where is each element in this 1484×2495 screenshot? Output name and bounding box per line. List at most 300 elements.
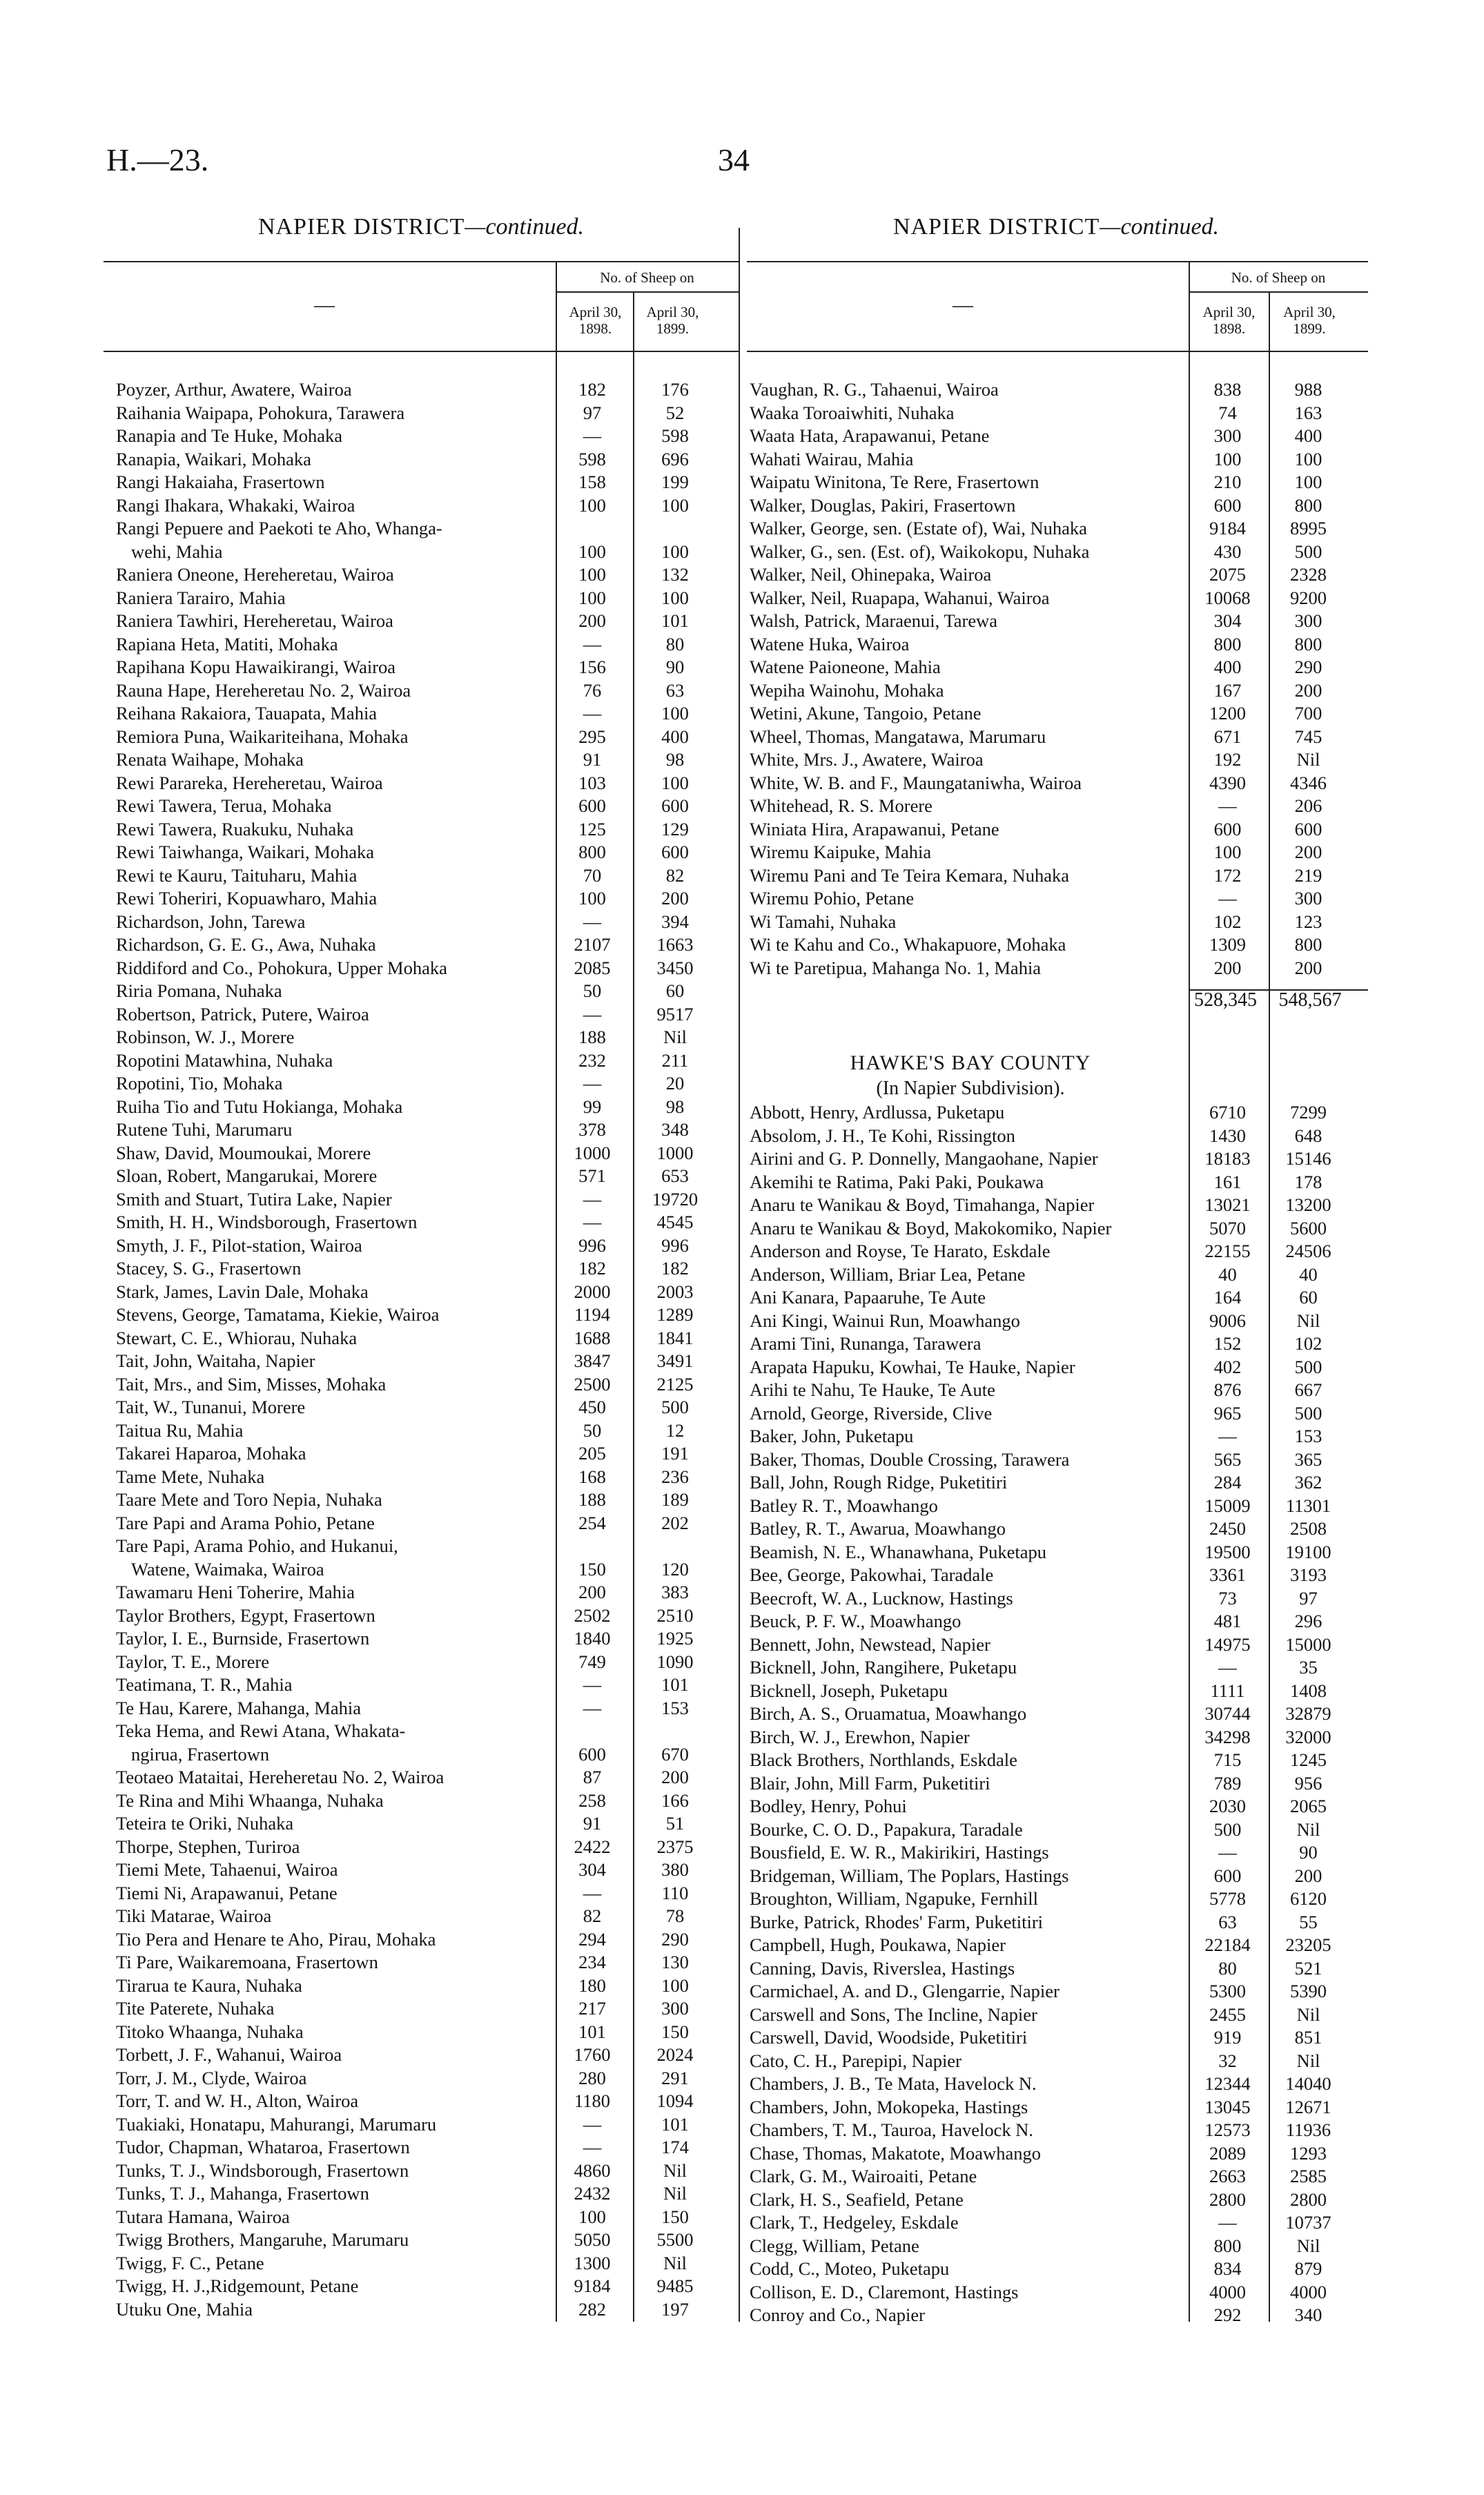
sheep-1899: 12	[665, 1419, 685, 1441]
right-header-col1: April 30, 1898.	[1202, 304, 1256, 337]
entry-name: Twigg, F. C., Petane	[116, 2252, 264, 2273]
table-row	[116, 2182, 737, 2206]
table-row	[750, 1887, 1371, 1911]
table-row	[116, 1581, 737, 1604]
table-row	[750, 2235, 1371, 2258]
sheep-1899: 5500	[656, 2229, 694, 2250]
table-row	[116, 702, 737, 726]
sheep-1898: 100	[578, 541, 606, 562]
sheep-1899: 648	[1294, 1125, 1322, 1146]
sheep-1899: 101	[661, 1674, 689, 1695]
sheep-1899: 12671	[1285, 2096, 1331, 2117]
sheep-1899: Nil	[1296, 749, 1320, 770]
sheep-1899: 60	[665, 980, 685, 1001]
table-row	[750, 702, 1371, 726]
left-column-entries	[116, 378, 737, 2321]
entry-name: Taare Mete and Toro Nepia, Nuhaka	[116, 1489, 382, 1510]
entry-name: Tiki Matarae, Wairoa	[116, 1905, 272, 1926]
right-header-bottom-rule	[747, 351, 1368, 352]
entry-name: Tait, Mrs., and Sim, Misses, Mohaka	[116, 1373, 387, 1395]
sheep-1899: 521	[1294, 1957, 1322, 1979]
sheep-1899: 9517	[656, 1003, 694, 1025]
table-row	[750, 795, 1371, 818]
table-row	[116, 656, 737, 679]
right-title-suffix: —continued.	[1100, 214, 1220, 240]
sheep-1899: Nil	[1296, 1310, 1320, 1331]
sheep-1898: 152	[1213, 1333, 1242, 1354]
table-row	[750, 1517, 1371, 1541]
table-row	[750, 841, 1371, 864]
entry-name: Rapiana Heta, Matiti, Mohaka	[116, 633, 338, 654]
sheep-1899: 10737	[1285, 2212, 1331, 2233]
sheep-1898: —	[1218, 2212, 1237, 2233]
table-row	[750, 864, 1371, 888]
sheep-1898: 280	[578, 2067, 606, 2088]
sheep-1898: —	[583, 2137, 602, 2157]
sheep-1899: Nil	[1296, 2003, 1320, 2025]
table-row	[750, 656, 1371, 679]
sheep-1899: 340	[1294, 2304, 1322, 2325]
sheep-1898: 12573	[1204, 2119, 1251, 2140]
sheep-1898: 232	[578, 1049, 606, 1071]
entry-name: Torbett, J. F., Wahanui, Wairoa	[116, 2044, 342, 2065]
sheep-1899: 11301	[1285, 1495, 1331, 1516]
napier-district-rows	[750, 378, 1371, 980]
entry-name: Walker, Neil, Ohinepaka, Wairoa	[750, 564, 992, 585]
entry-name: Batley R. T., Moawhango	[750, 1495, 938, 1516]
entry-name: Wheel, Thomas, Mangatawa, Marumaru	[750, 726, 1046, 747]
sheep-1898: —	[583, 1188, 602, 1210]
section-spacer	[750, 1022, 1371, 1050]
table-row	[116, 2090, 737, 2113]
entry-name: Taylor Brothers, Egypt, Frasertown	[116, 1604, 375, 1626]
sheep-1898: 2030	[1209, 1796, 1246, 1816]
right-column-title	[745, 214, 1367, 240]
entry-name: Robertson, Patrick, Putere, Wairoa	[116, 1003, 369, 1025]
sheep-1898: 100	[578, 494, 606, 516]
sheep-1898: —	[1218, 1842, 1237, 1863]
county-subtitle: (In Napier Subdivision).	[876, 1078, 1065, 1099]
table-row	[750, 2119, 1371, 2142]
sheep-1898: 600	[578, 1743, 606, 1765]
entry-name: Tite Paterete, Nuhaka	[116, 1998, 275, 2019]
sheep-1899: 1293	[1290, 2142, 1327, 2164]
entry-name: Walker, George, sen. (Estate of), Wai, Nuhaka	[750, 518, 1087, 538]
sheep-1898: 19500	[1204, 1541, 1251, 1562]
table-row	[116, 2136, 737, 2159]
table-row	[116, 517, 737, 563]
entry-name: Wepiha Wainohu, Mohaka	[750, 679, 944, 701]
sheep-1898: 749	[578, 1651, 606, 1672]
sheep-1898: 188	[578, 1489, 606, 1510]
entry-name: White, W. B. and F., Maungataniwha, Wairoa	[750, 772, 1082, 793]
table-row	[116, 1003, 737, 1027]
sheep-1898: 91	[583, 749, 602, 770]
sheep-1898: 210	[1213, 472, 1242, 492]
entry-name: Tudor, Chapman, Whataroa, Frasertown	[116, 2137, 410, 2157]
sheep-1899: 80	[665, 633, 685, 654]
sheep-1899: 600	[661, 795, 689, 816]
table-row	[116, 2159, 737, 2183]
entry-name: Walker, G., sen. (Est. of), Waikokopu, Nuhaka	[750, 541, 1090, 562]
table-row	[750, 1587, 1371, 1611]
entry-name: Stewart, C. E., Whiorau, Nuhaka	[116, 1327, 358, 1348]
entry-name: Tait, W., Tunanui, Morere	[116, 1397, 306, 1417]
entry-name: Riria Pomana, Nuhaka	[116, 980, 282, 1001]
sheep-1899: 2328	[1290, 564, 1327, 585]
entry-name: Campbell, Hugh, Poukawa, Napier	[750, 1934, 1006, 1955]
sheep-1898: 13021	[1204, 1194, 1251, 1215]
table-row	[116, 1766, 737, 1789]
county-title: HAWKE'S BAY COUNTY	[850, 1051, 1091, 1074]
sheep-1898: 15009	[1204, 1495, 1251, 1516]
sheep-1898: 2455	[1209, 2003, 1246, 2025]
table-row	[750, 1448, 1371, 1472]
entry-name: Burke, Patrick, Rhodes' Farm, Puketitiri	[750, 1911, 1044, 1932]
sheep-1898: 100	[578, 564, 606, 585]
entry-name: Anderson and Royse, Te Harato, Eskdale	[750, 1241, 1051, 1261]
sheep-1898: 2075	[1209, 564, 1246, 585]
sheep-1899: 8995	[1290, 518, 1327, 538]
sheep-1898: 481	[1213, 1611, 1242, 1631]
table-row	[116, 1905, 737, 1928]
sheep-1899: 365	[1294, 1448, 1322, 1470]
sheep-1898: 838	[1213, 379, 1242, 400]
sheep-1899: 98	[665, 1096, 685, 1117]
table-row	[116, 1165, 737, 1188]
total-row	[750, 981, 1371, 1022]
table-row	[116, 1096, 737, 1119]
table-row	[116, 1627, 737, 1651]
sheep-1898: 2107	[574, 934, 611, 955]
sheep-1898: —	[583, 703, 602, 724]
sheep-1898: 74	[1218, 402, 1237, 423]
sheep-1899: 102	[1294, 1333, 1322, 1354]
table-row	[116, 1604, 737, 1628]
sheep-1898: 3361	[1209, 1564, 1246, 1585]
sheep-1898: 1840	[574, 1628, 611, 1649]
sheep-1899: 9200	[1290, 587, 1327, 608]
sheep-1898: 99	[583, 1096, 602, 1117]
sheep-1898: 2502	[574, 1604, 611, 1626]
table-row	[750, 748, 1371, 772]
entry-name: Ruiha Tio and Tutu Hokianga, Mohaka	[116, 1096, 403, 1117]
table-row	[116, 1327, 737, 1350]
table-row	[116, 818, 737, 842]
table-row	[750, 1818, 1371, 1842]
entry-name: Abbott, Henry, Ardlussa, Puketapu	[750, 1102, 1005, 1123]
table-row	[116, 1836, 737, 1859]
sheep-1898: 40	[1218, 1263, 1237, 1285]
left-title-text: NAPIER DISTRICT	[257, 214, 465, 240]
entry-name: Rewi Tawera, Ruakuku, Nuhaka	[116, 818, 354, 839]
table-row	[750, 517, 1371, 541]
table-row	[116, 1697, 737, 1720]
sheep-1898: 304	[578, 1859, 606, 1880]
right-column-entries	[750, 378, 1371, 2327]
table-row	[116, 1049, 737, 1073]
table-row	[750, 1980, 1371, 2003]
sheep-1899: 11936	[1285, 2119, 1331, 2140]
sheep-1899: 383	[661, 1582, 689, 1602]
sheep-1899: 1408	[1290, 1680, 1327, 1701]
sheep-1899: 1841	[656, 1327, 694, 1348]
table-row	[750, 1749, 1371, 1772]
entry-name: Twigg, H. J.,Ridgemount, Petane	[116, 2275, 359, 2296]
table-row	[116, 864, 737, 888]
table-row	[750, 1795, 1371, 1818]
sheep-1898: 100	[578, 888, 606, 909]
sheep-1898: 1180	[574, 2090, 611, 2111]
sheep-1899: 500	[1294, 1402, 1322, 1424]
table-row	[116, 402, 737, 425]
sheep-1898: —	[583, 1073, 602, 1094]
table-row	[750, 2026, 1371, 2050]
table-row	[116, 610, 737, 633]
entry-name: Rangi Ihakara, Whakaki, Wairoa	[116, 494, 355, 516]
entry-name: Stark, James, Lavin Dale, Mohaka	[116, 1281, 369, 1302]
sheep-1898: 182	[578, 379, 606, 400]
table-row	[116, 980, 737, 1003]
sheep-1898: 192	[1213, 749, 1242, 770]
entry-name: Teotaeo Mataitai, Hereheretau No. 2, Wairoa	[116, 1767, 445, 1787]
table-row	[750, 2142, 1371, 2166]
sheep-1898: —	[1218, 1426, 1237, 1446]
entry-name: Walker, Douglas, Pakiri, Frasertown	[750, 494, 1016, 516]
table-row	[750, 911, 1371, 934]
sheep-1899: 191	[661, 1443, 689, 1464]
sheep-1899: 100	[1294, 448, 1322, 469]
entry-name: Tame Mete, Nuhaka	[116, 1466, 265, 1487]
sheep-1898: 282	[578, 2298, 606, 2320]
sheep-1899: 24506	[1285, 1241, 1331, 1261]
sheep-1899: 400	[661, 726, 689, 747]
sheep-1898: 82	[583, 1905, 602, 1926]
entry-name: Anaru te Wanikau & Boyd, Timahanga, Napier	[750, 1194, 1095, 1215]
sheep-1899: 500	[1294, 1356, 1322, 1377]
sheep-1899: 2510	[656, 1604, 694, 1626]
sheep-1898: 6710	[1209, 1102, 1246, 1123]
sheep-1898: 4390	[1209, 772, 1246, 793]
entry-name: Tiemi Ni, Arapawanui, Petane	[116, 1882, 338, 1903]
table-row	[116, 2113, 737, 2137]
table-row	[750, 726, 1371, 749]
table-row	[750, 2304, 1371, 2327]
sheep-1898: 295	[578, 726, 606, 747]
sheep-1898: 300	[1213, 425, 1242, 446]
sheep-1898: 188	[578, 1027, 606, 1047]
sheep-1899: 800	[1294, 633, 1322, 654]
entry-name: Codd, C., Moteo, Puketapu	[750, 2258, 950, 2279]
sheep-1899: 1289	[656, 1304, 694, 1325]
sheep-1898: —	[1218, 888, 1237, 909]
entry-name: Teatimana, T. R., Mahia	[116, 1674, 293, 1695]
sheep-1898: 97	[583, 402, 602, 423]
sheep-1898: 292	[1213, 2304, 1242, 2325]
entry-name: Akemihi te Ratima, Paki Paki, Poukawa	[750, 1171, 1044, 1192]
sheep-1898: 600	[1213, 1865, 1242, 1886]
table-row	[750, 1865, 1371, 1888]
entry-name: Chambers, T. M., Tauroa, Havelock N.	[750, 2119, 1034, 2140]
sheep-1898: 402	[1213, 1356, 1242, 1377]
entry-name: Waata Hata, Arapawanui, Petane	[750, 425, 990, 446]
sheep-1898: 1000	[574, 1142, 611, 1163]
sheep-1898: 150	[578, 1558, 606, 1580]
entry-name: Wi te Kahu and Co., Whakapuore, Mohaka	[750, 934, 1066, 955]
sheep-1898: 2085	[574, 957, 611, 978]
sheep-1899: 2375	[656, 1836, 694, 1857]
sheep-1898: 600	[1213, 494, 1242, 516]
entry-name: Tait, John, Waitaha, Napier	[116, 1350, 315, 1371]
sheep-1898: 73	[1218, 1587, 1237, 1609]
sheep-1898: 217	[578, 1998, 606, 2019]
table-row	[750, 1726, 1371, 1749]
sheep-1898: 600	[578, 795, 606, 816]
sheep-1899: 236	[661, 1466, 689, 1487]
sheep-1899: 400	[1294, 425, 1322, 446]
entry-name: Walker, Neil, Ruapapa, Wahanui, Wairoa	[750, 587, 1050, 608]
entry-name: Walsh, Patrick, Maraenui, Tarewa	[750, 610, 998, 631]
sheep-1899: 670	[661, 1743, 689, 1765]
table-row	[750, 1656, 1371, 1680]
sheep-1898: 800	[1213, 633, 1242, 654]
sheep-1899: 110	[661, 1882, 689, 1903]
entry-name: Airini and G. P. Donnelly, Mangaohane, Napier	[750, 1148, 1098, 1169]
sheep-1899: 52	[665, 402, 685, 423]
entry-name: Waaka Toroaiwhiti, Nuhaka	[750, 402, 955, 423]
entry-name: Sloan, Robert, Mangarukai, Morere	[116, 1165, 378, 1186]
entry-name: Birch, W. J., Erewhon, Napier	[750, 1726, 970, 1747]
entry-name: Stacey, S. G., Frasertown	[116, 1258, 302, 1279]
right-title-text: NAPIER DISTRICT	[892, 214, 1100, 240]
sheep-1899: 90	[665, 657, 685, 677]
sheep-1899: 150	[661, 2206, 689, 2227]
table-row	[750, 1310, 1371, 1333]
table-row	[116, 911, 737, 934]
sheep-1898: 1430	[1209, 1125, 1246, 1146]
table-row	[116, 2021, 737, 2044]
sheep-1899: 63	[665, 679, 685, 701]
sheep-1898: 304	[1213, 610, 1242, 631]
entry-name-continued: Watene, Waimaka, Wairoa	[131, 1558, 324, 1580]
sheep-1898: 205	[578, 1443, 606, 1464]
sheep-1899: 51	[665, 1813, 685, 1834]
entry-name: Collison, E. D., Claremont, Hastings	[750, 2281, 1019, 2302]
table-row	[116, 1974, 737, 1998]
table-row	[116, 1026, 737, 1049]
sheep-1898: 101	[578, 2021, 606, 2042]
table-row	[116, 679, 737, 703]
sheep-1899: 348	[661, 1119, 689, 1140]
table-row	[116, 2298, 737, 2322]
sheep-1899: 101	[661, 2113, 689, 2135]
sheep-1899: 23205	[1285, 1934, 1331, 1955]
entry-name: Broughton, William, Ngapuke, Fernhill	[750, 1888, 1038, 1909]
table-row	[116, 1142, 737, 1165]
table-row	[750, 1286, 1371, 1310]
sheep-1899: Nil	[1296, 2050, 1320, 2071]
entry-name: Whitehead, R. S. Morere	[750, 795, 933, 816]
entry-name: Remiora Puna, Waikariteihana, Mohaka	[116, 726, 409, 747]
table-row	[116, 1720, 737, 1766]
sheep-1899: 600	[661, 842, 689, 862]
left-header-top-rule	[104, 261, 739, 262]
sheep-1899: 98	[665, 749, 685, 770]
sheep-1899: 6120	[1290, 1888, 1327, 1909]
entry-name: Vaughan, R. G., Tahaenui, Wairoa	[750, 379, 999, 400]
sheep-1899: 219	[1294, 864, 1322, 886]
entry-name: Raniera Tawhiri, Hereheretau, Wairoa	[116, 610, 393, 631]
entry-name: Chase, Thomas, Makatote, Moawhango	[750, 2142, 1041, 2164]
entry-name: Teka Hema, and Rewi Atana, Whakata-	[116, 1720, 406, 1741]
table-row	[750, 1332, 1371, 1356]
sheep-1898: 965	[1213, 1402, 1242, 1424]
table-row	[116, 1928, 737, 1952]
sheep-1898: 9006	[1209, 1310, 1246, 1331]
entry-name: Carswell and Sons, The Incline, Napier	[750, 2003, 1037, 2025]
sheep-1898: 571	[578, 1165, 606, 1186]
table-row	[116, 378, 737, 402]
table-row	[750, 2003, 1371, 2027]
sheep-1898: 70	[583, 864, 602, 886]
table-row	[750, 2072, 1371, 2096]
sheep-1898: 715	[1213, 1749, 1242, 1770]
table-row	[750, 887, 1371, 911]
sheep-1899: 200	[661, 888, 689, 909]
entry-name: Winiata Hira, Arapawanui, Petane	[750, 818, 999, 839]
entry-name: Watene Huka, Wairoa	[750, 633, 910, 654]
sheep-1898: 100	[1213, 448, 1242, 469]
entry-name: Taylor, T. E., Morere	[116, 1651, 270, 1672]
entry-name: Taitua Ru, Mahia	[116, 1419, 244, 1441]
table-row	[116, 1882, 737, 1905]
entry-name: Takarei Haparoa, Mohaka	[116, 1443, 306, 1464]
sheep-1899: 300	[1294, 610, 1322, 631]
entry-name: Smith, H. H., Windsborough, Frasertown	[116, 1212, 418, 1232]
sheep-1899: 2800	[1290, 2188, 1327, 2210]
sheep-1898: 156	[578, 657, 606, 677]
sheep-1899: 4545	[656, 1212, 694, 1232]
sheep-1898: 800	[578, 842, 606, 862]
entry-name: Bee, George, Pakowhai, Taradale	[750, 1564, 994, 1585]
sheep-1899: 166	[661, 1789, 689, 1811]
sheep-1898: —	[583, 1212, 602, 1232]
entry-name: Baker, John, Puketapu	[750, 1426, 914, 1446]
left-header-col2: April 30, 1899.	[646, 304, 699, 337]
sheep-1898: —	[1218, 795, 1237, 816]
sheep-1898: 125	[578, 818, 606, 839]
sheep-1899: 32000	[1285, 1726, 1331, 1747]
table-row	[750, 587, 1371, 610]
table-row	[750, 471, 1371, 494]
sheep-1899: 2024	[656, 2044, 694, 2065]
table-row	[116, 1188, 737, 1212]
total-1899: 548,567	[1278, 989, 1342, 1011]
table-row	[750, 402, 1371, 425]
sheep-1899: 132	[661, 564, 689, 585]
table-row	[750, 1702, 1371, 1726]
sheep-1898: 22184	[1204, 1934, 1251, 1955]
entry-name: Clark, G. M., Wairoaiti, Petane	[750, 2166, 977, 2186]
entry-name: Rangi Pepuere and Paekoti te Aho, Whanga-	[116, 518, 442, 538]
sheep-1898: 103	[578, 772, 606, 793]
table-row	[116, 1512, 737, 1535]
table-row	[750, 541, 1371, 564]
table-row	[750, 1495, 1371, 1518]
right-header-col2: April 30, 1899.	[1283, 304, 1336, 337]
table-row	[116, 1281, 737, 1304]
table-row	[116, 1211, 737, 1234]
